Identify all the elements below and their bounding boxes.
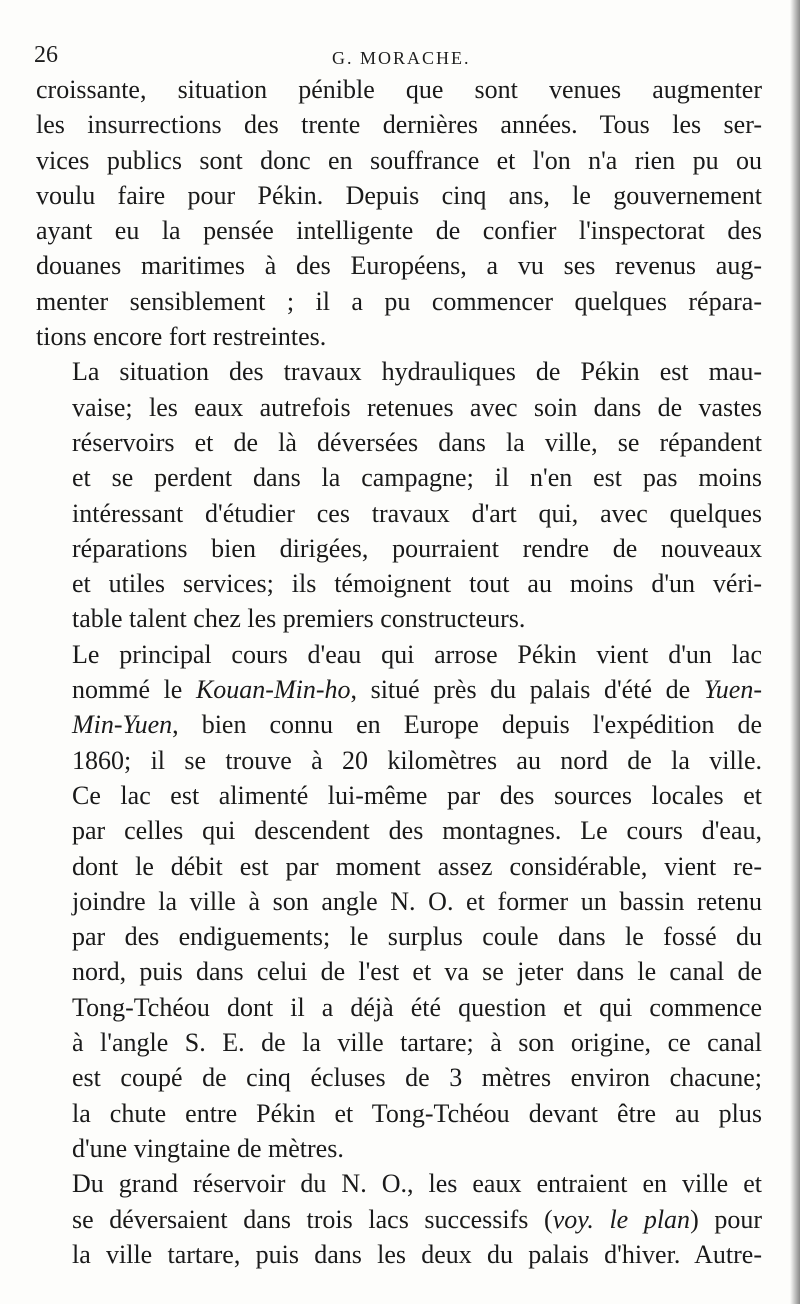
text-line: La situation des travaux hydrauliques de Pékin est mau- [72, 357, 762, 387]
text-line-with-italics: nommé le Kouan-Min-ho, situé près du palais d'été de Yuen- [72, 675, 762, 705]
paragraph-2 [36, 354, 762, 636]
text-line: Tong-Tchéou dont il a déjà été question et qui commence [72, 992, 762, 1022]
text-line: tions encore fort restreintes. [36, 322, 327, 352]
text-line: ayant eu la pensée intelligente de confier l'inspectorat des [36, 216, 762, 246]
text-line: joindre la ville à son angle N. O. et former un bassin retenu [72, 886, 762, 916]
text-line: croissante, situation pénible que sont venues augmenter [36, 75, 762, 104]
text-line: douanes maritimes à des Européens, a vu ses revenus aug- [36, 251, 762, 281]
text-line: est coupé de cinq écluses de 3 mètres environ chacune; [72, 1063, 762, 1093]
italic-term: Kouan-Min-ho [195, 675, 351, 705]
text-line: à l'angle S. E. de la ville tartare; à son origine, ce canal [72, 1028, 762, 1058]
text-line: et utiles services; ils témoignent tout au moins d'un véri- [72, 569, 762, 599]
italic-term: Min-Yuen [72, 710, 173, 740]
text-line: Ce lac est alimenté lui-même par des sources locales et [72, 780, 762, 810]
page-header [34, 42, 774, 76]
text-line-with-italics: Min-Yuen, bien connu en Europe depuis l'expédition de [72, 710, 762, 740]
text-line: table talent chez les premiers constructeurs. [72, 604, 526, 634]
text-line: Du grand réservoir du N. O., les eaux entraient en ville et [72, 1169, 762, 1199]
text-line: la ville tartare, puis dans les deux du palais d'hiver. Autre- [72, 1239, 762, 1269]
text-line-with-italics: se déversaient dans trois lacs successifs (voy. le plan) pour [72, 1204, 762, 1234]
italic-term: voy. le plan [552, 1204, 691, 1234]
text-line: intéressant d'étudier ces travaux d'art qui, avec quelques [72, 498, 762, 528]
text-line: Le principal cours d'eau qui arrose Pékin vient d'un lac [72, 639, 762, 669]
paragraph-4 [36, 1166, 762, 1272]
paragraph-1 [36, 72, 762, 354]
italic-term: Yuen- [703, 675, 762, 705]
text-line: et se perdent dans la campagne; il n'en est pas moins [72, 463, 762, 493]
page-edge-shadow [790, 0, 800, 1304]
text-line: voulu faire pour Pékin. Depuis cinq ans, le gouvernement [36, 180, 762, 210]
text-line: réparations bien dirigées, pourraient rendre de nouveaux [72, 533, 762, 563]
text-line: vices publics sont donc en souffrance et l'on n'a rien pu ou [36, 145, 762, 175]
text-line: réservoirs et de là déversées dans la ville, se répandent [72, 427, 762, 457]
text-line: les insurrections des trente dernières années. Tous les ser- [36, 110, 762, 140]
text-line: nord, puis dans celui de l'est et va se jeter dans le canal de [72, 957, 762, 987]
text-line: 1860; il se trouve à 20 kilomètres au nord de la ville. [72, 745, 762, 775]
text-line: par celles qui descendent des montagnes. Le cours d'eau, [72, 816, 762, 846]
text-line: d'une vingtaine de mètres. [72, 1133, 344, 1163]
page-number: 26 [34, 42, 58, 68]
body-text [36, 72, 762, 1272]
text-line: la chute entre Pékin et Tong-Tchéou devant être au plus [72, 1098, 762, 1128]
text-line: dont le débit est par moment assez considérable, vient re- [72, 851, 762, 881]
running-head: G. MORACHE. [332, 48, 471, 68]
text-line: par des endiguements; le surplus coule dans le fossé du [72, 922, 762, 952]
text-line: menter sensiblement ; il a pu commencer quelques répara- [36, 286, 762, 316]
paragraph-3 [36, 637, 762, 1166]
text-line: vaise; les eaux autrefois retenues avec soin dans de vastes [72, 392, 762, 422]
